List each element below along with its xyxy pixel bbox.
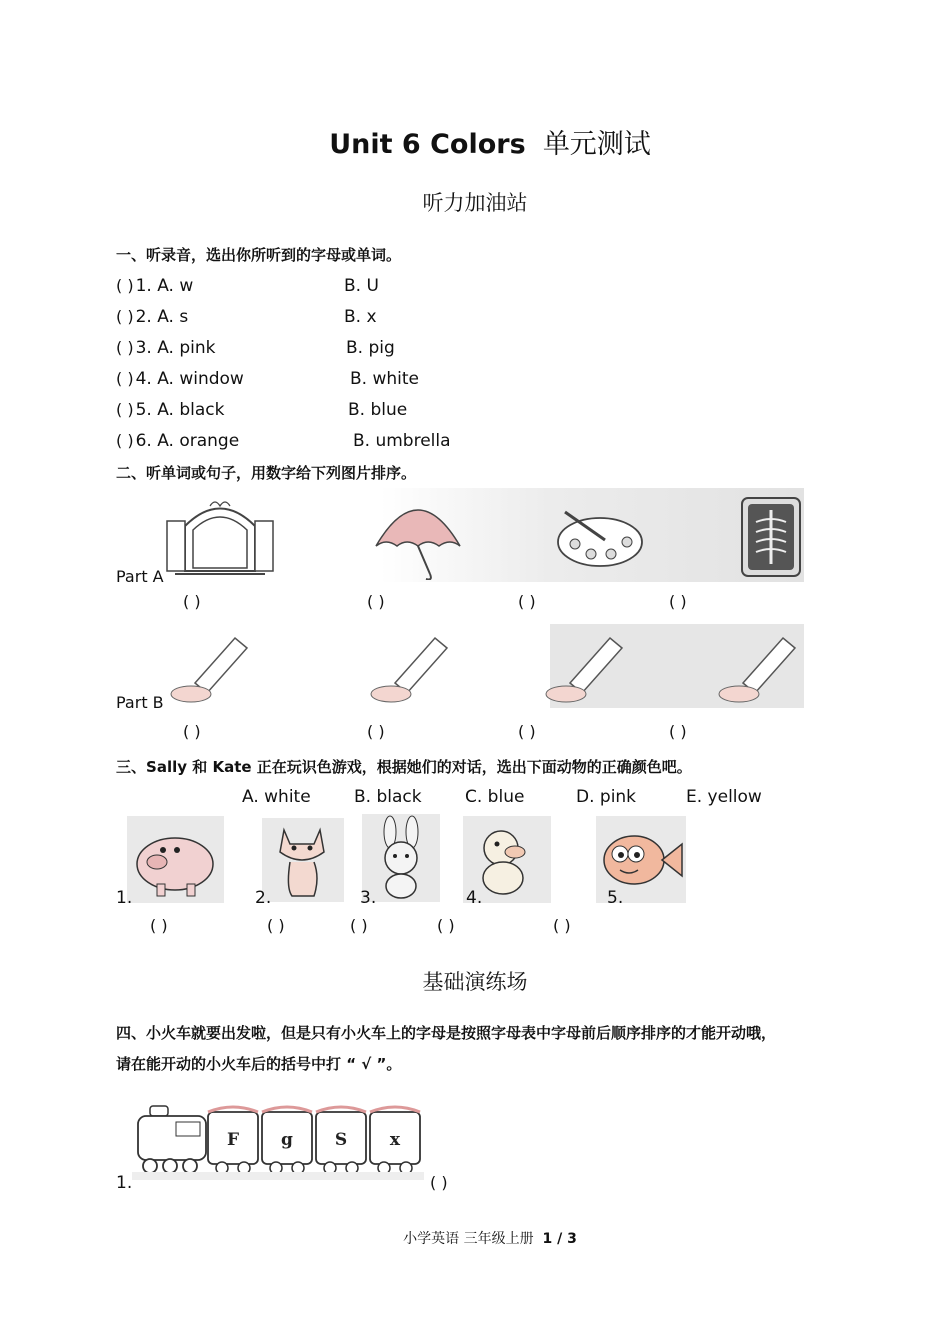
paint-tube-icon bbox=[540, 628, 630, 706]
part-a-label: Part A bbox=[116, 567, 164, 586]
list-item bbox=[116, 307, 188, 327]
part-b-label: Part B bbox=[116, 693, 164, 712]
question-3-heading bbox=[116, 756, 692, 777]
section-heading-listening: 听力加油站 bbox=[422, 191, 528, 215]
option-b: B. U bbox=[344, 276, 379, 296]
answer-paren[interactable]: ( ) bbox=[669, 722, 687, 741]
color-option: C. blue bbox=[465, 787, 525, 807]
title-bold: Unit 6 Colors bbox=[329, 129, 526, 160]
answer-paren[interactable]: ( ) bbox=[553, 916, 571, 935]
section-heading-practice: 基础演练场 bbox=[422, 970, 528, 994]
cat-image bbox=[262, 818, 344, 902]
color-option: E. yellow bbox=[686, 787, 762, 807]
question-4-heading-line1: 四、小火车就要出发啦，但是只有小火车上的字母是按照字母表中字母前后顺序排序的才能开动哦， bbox=[116, 1024, 777, 1042]
heading-rest: 正在玩识色游戏，根据她们的对话，选出下面动物的正确颜色吧。 bbox=[251, 758, 692, 776]
answer-paren[interactable]: ( ) bbox=[430, 1173, 448, 1192]
window-icon bbox=[165, 496, 275, 578]
item-number: 2. bbox=[255, 888, 272, 908]
answer-paren[interactable]: ( ) bbox=[437, 916, 455, 935]
list-item bbox=[116, 276, 193, 296]
list-item bbox=[116, 431, 239, 451]
pig-image bbox=[127, 816, 224, 903]
train-letter: S bbox=[334, 1130, 348, 1150]
list-item bbox=[116, 338, 215, 358]
xray-icon bbox=[740, 496, 802, 578]
answer-paren[interactable]: ( ) bbox=[183, 592, 201, 611]
question-1-heading: 一、听录音，选出你所听到的字母或单词。 bbox=[116, 246, 402, 264]
paint-tube-icon bbox=[165, 628, 255, 706]
footer-text: 小学英语 三年级上册 bbox=[403, 1231, 534, 1247]
option-a: 5. A. black bbox=[135, 400, 225, 420]
heading-prefix: 三、 bbox=[116, 758, 147, 776]
color-option: B. black bbox=[354, 787, 422, 807]
name-kate: Kate bbox=[212, 758, 252, 776]
option-a: 1. A. w bbox=[135, 276, 194, 296]
color-option: D. pink bbox=[576, 787, 637, 807]
page-footer bbox=[0, 1228, 950, 1248]
item-number: 4. bbox=[466, 888, 483, 908]
part-a-strip bbox=[160, 488, 804, 582]
option-a: 3. A. pink bbox=[135, 338, 216, 358]
train-letter: x bbox=[389, 1130, 401, 1150]
answer-paren[interactable]: ( ) bbox=[367, 592, 385, 611]
page-title bbox=[0, 122, 950, 161]
item-number: 1. bbox=[116, 1173, 133, 1193]
option-b: B. pig bbox=[346, 338, 395, 358]
part-b-strip bbox=[160, 624, 804, 708]
title-normal: 单元测试 bbox=[542, 129, 651, 160]
name-sally: Sally bbox=[146, 758, 188, 776]
train-image bbox=[132, 1094, 424, 1184]
paint-tube-icon bbox=[713, 628, 803, 706]
answer-paren[interactable]: ( ) bbox=[116, 307, 134, 326]
answer-paren[interactable]: ( ) bbox=[518, 592, 536, 611]
answer-paren[interactable]: ( ) bbox=[350, 916, 368, 935]
answer-paren[interactable]: ( ) bbox=[116, 400, 134, 419]
pig-icon bbox=[127, 816, 224, 903]
heading-mid: 和 bbox=[187, 758, 213, 776]
paint-tube-icon bbox=[365, 628, 455, 706]
answer-paren[interactable]: ( ) bbox=[518, 722, 536, 741]
option-a: 2. A. s bbox=[135, 307, 189, 327]
answer-paren[interactable]: ( ) bbox=[116, 369, 134, 388]
answer-paren[interactable]: ( ) bbox=[367, 722, 385, 741]
option-b: B. white bbox=[350, 369, 419, 389]
answer-paren[interactable]: ( ) bbox=[116, 431, 134, 450]
color-option: A. white bbox=[242, 787, 311, 807]
item-number: 5. bbox=[607, 888, 624, 908]
umbrella-icon bbox=[372, 494, 464, 580]
answer-paren[interactable]: ( ) bbox=[669, 592, 687, 611]
item-number: 3. bbox=[360, 888, 377, 908]
page-number: 1 / 3 bbox=[542, 1231, 577, 1247]
option-a: 6. A. orange bbox=[135, 431, 240, 451]
answer-paren[interactable]: ( ) bbox=[116, 338, 134, 357]
train-letter: g bbox=[281, 1130, 293, 1150]
palette-icon bbox=[555, 508, 645, 570]
answer-paren[interactable]: ( ) bbox=[116, 276, 134, 295]
question-4-heading-line2: 请在能开动的小火车后的括号中打 “ √ ”。 bbox=[116, 1055, 402, 1073]
train-letter: F bbox=[226, 1130, 240, 1150]
option-b: B. blue bbox=[348, 400, 408, 420]
answer-paren[interactable]: ( ) bbox=[267, 916, 285, 935]
train-icon bbox=[132, 1094, 424, 1184]
question-2-heading: 二、听单词或句子，用数字给下列图片排序。 bbox=[116, 464, 417, 482]
cat-icon bbox=[262, 818, 344, 902]
item-number: 1. bbox=[116, 888, 133, 908]
answer-paren[interactable]: ( ) bbox=[183, 722, 201, 741]
list-item bbox=[116, 400, 224, 420]
option-a: 4. A. window bbox=[135, 369, 244, 389]
answer-paren[interactable]: ( ) bbox=[150, 916, 168, 935]
option-b: B. x bbox=[344, 307, 377, 327]
list-item bbox=[116, 369, 244, 389]
option-b: B. umbrella bbox=[353, 431, 451, 451]
